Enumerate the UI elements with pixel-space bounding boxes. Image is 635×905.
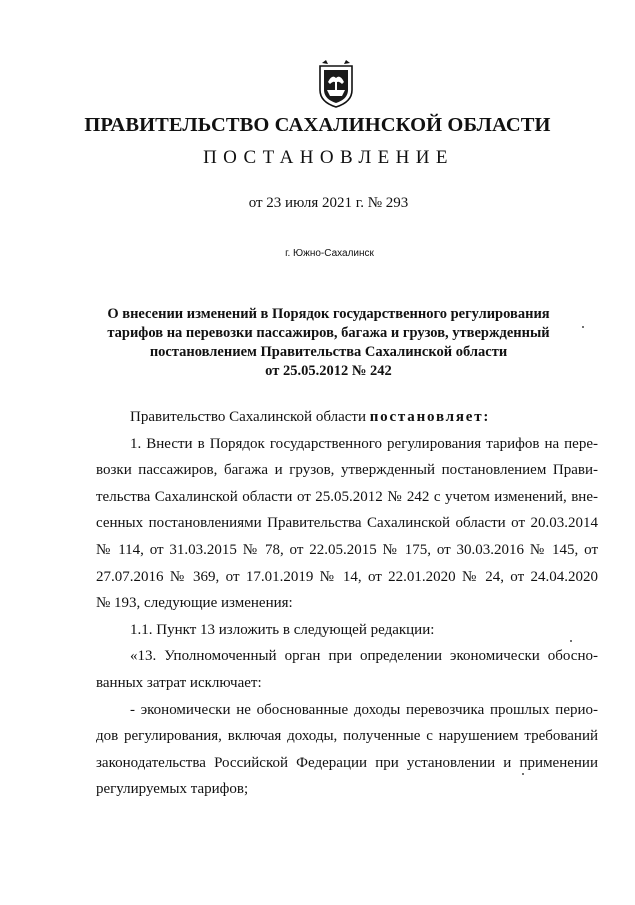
preamble-emphasis: постановляет: — [369, 409, 491, 425]
paragraph-line: регулируемых тарифов; — [96, 781, 249, 798]
heading-line: О внесении изменений в Порядок государственного регулирования — [107, 306, 550, 322]
scan-speck — [582, 326, 584, 328]
scan-speck — [522, 773, 524, 775]
paragraph-line: сенных постановлениями Правительства Сахалинской области от 20.03.2014 — [96, 515, 598, 532]
preamble-text: Правительство Сахалинской области — [130, 409, 370, 425]
document-date-number: от 23 июля 2021 г. № 293 — [248, 195, 409, 211]
paragraph-line: дов регулирования, включая доходы, полученные с нарушением требований — [96, 728, 598, 745]
paragraph-line: законодательства Российской Федерации при установлении и применении — [96, 754, 598, 771]
heading-line: тарифов на перевозки пассажиров, багажа и грузов, утвержденный — [107, 325, 550, 341]
document-city: г. Южно-Сахалинск — [285, 248, 374, 259]
heading-line: постановлением Правительства Сахалинской области — [149, 344, 508, 360]
preamble — [96, 404, 598, 431]
scan-speck — [570, 640, 572, 642]
document-type: ПОСТАНОВЛЕНИЕ — [203, 147, 454, 168]
document-body — [96, 404, 598, 803]
paragraph-line: возки пассажиров, багажа и грузов, утвержденный постановлением Прави- — [96, 462, 598, 479]
subparagraph: 1.1. Пункт 13 изложить в следующей редакции: — [130, 621, 435, 638]
paragraph-line: «13. Уполномоченный орган при определении экономически обосно- — [130, 648, 598, 665]
paragraph-line: № 193, следующие изменения: — [96, 595, 293, 612]
heading-line: от 25.05.2012 № 242 — [265, 363, 392, 379]
paragraph-line: 1. Внести в Порядок государственного регулирования тарифов на пере- — [130, 435, 598, 452]
coat-of-arms-icon — [318, 60, 354, 108]
paragraph-line: 27.07.2016 № 369, от 17.01.2019 № 14, от 22.01.2020 № 24, от 24.04.2020 — [96, 568, 598, 585]
government-name: ПРАВИТЕЛЬСТВО САХАЛИНСКОЙ ОБЛАСТИ — [84, 114, 551, 136]
paragraph-line: ванных затрат исключает: — [96, 674, 262, 691]
paragraph-line: - экономически не обоснованные доходы перевозчика прошлых перио- — [130, 701, 598, 718]
paragraph-line: № 114, от 31.03.2015 № 78, от 22.05.2015 № 175, от 30.03.2016 № 145, от — [96, 541, 598, 558]
paragraph-line: тельства Сахалинской области от 25.05.2012 № 242 с учетом изменений, вне- — [96, 488, 598, 505]
document-heading — [0, 305, 635, 381]
